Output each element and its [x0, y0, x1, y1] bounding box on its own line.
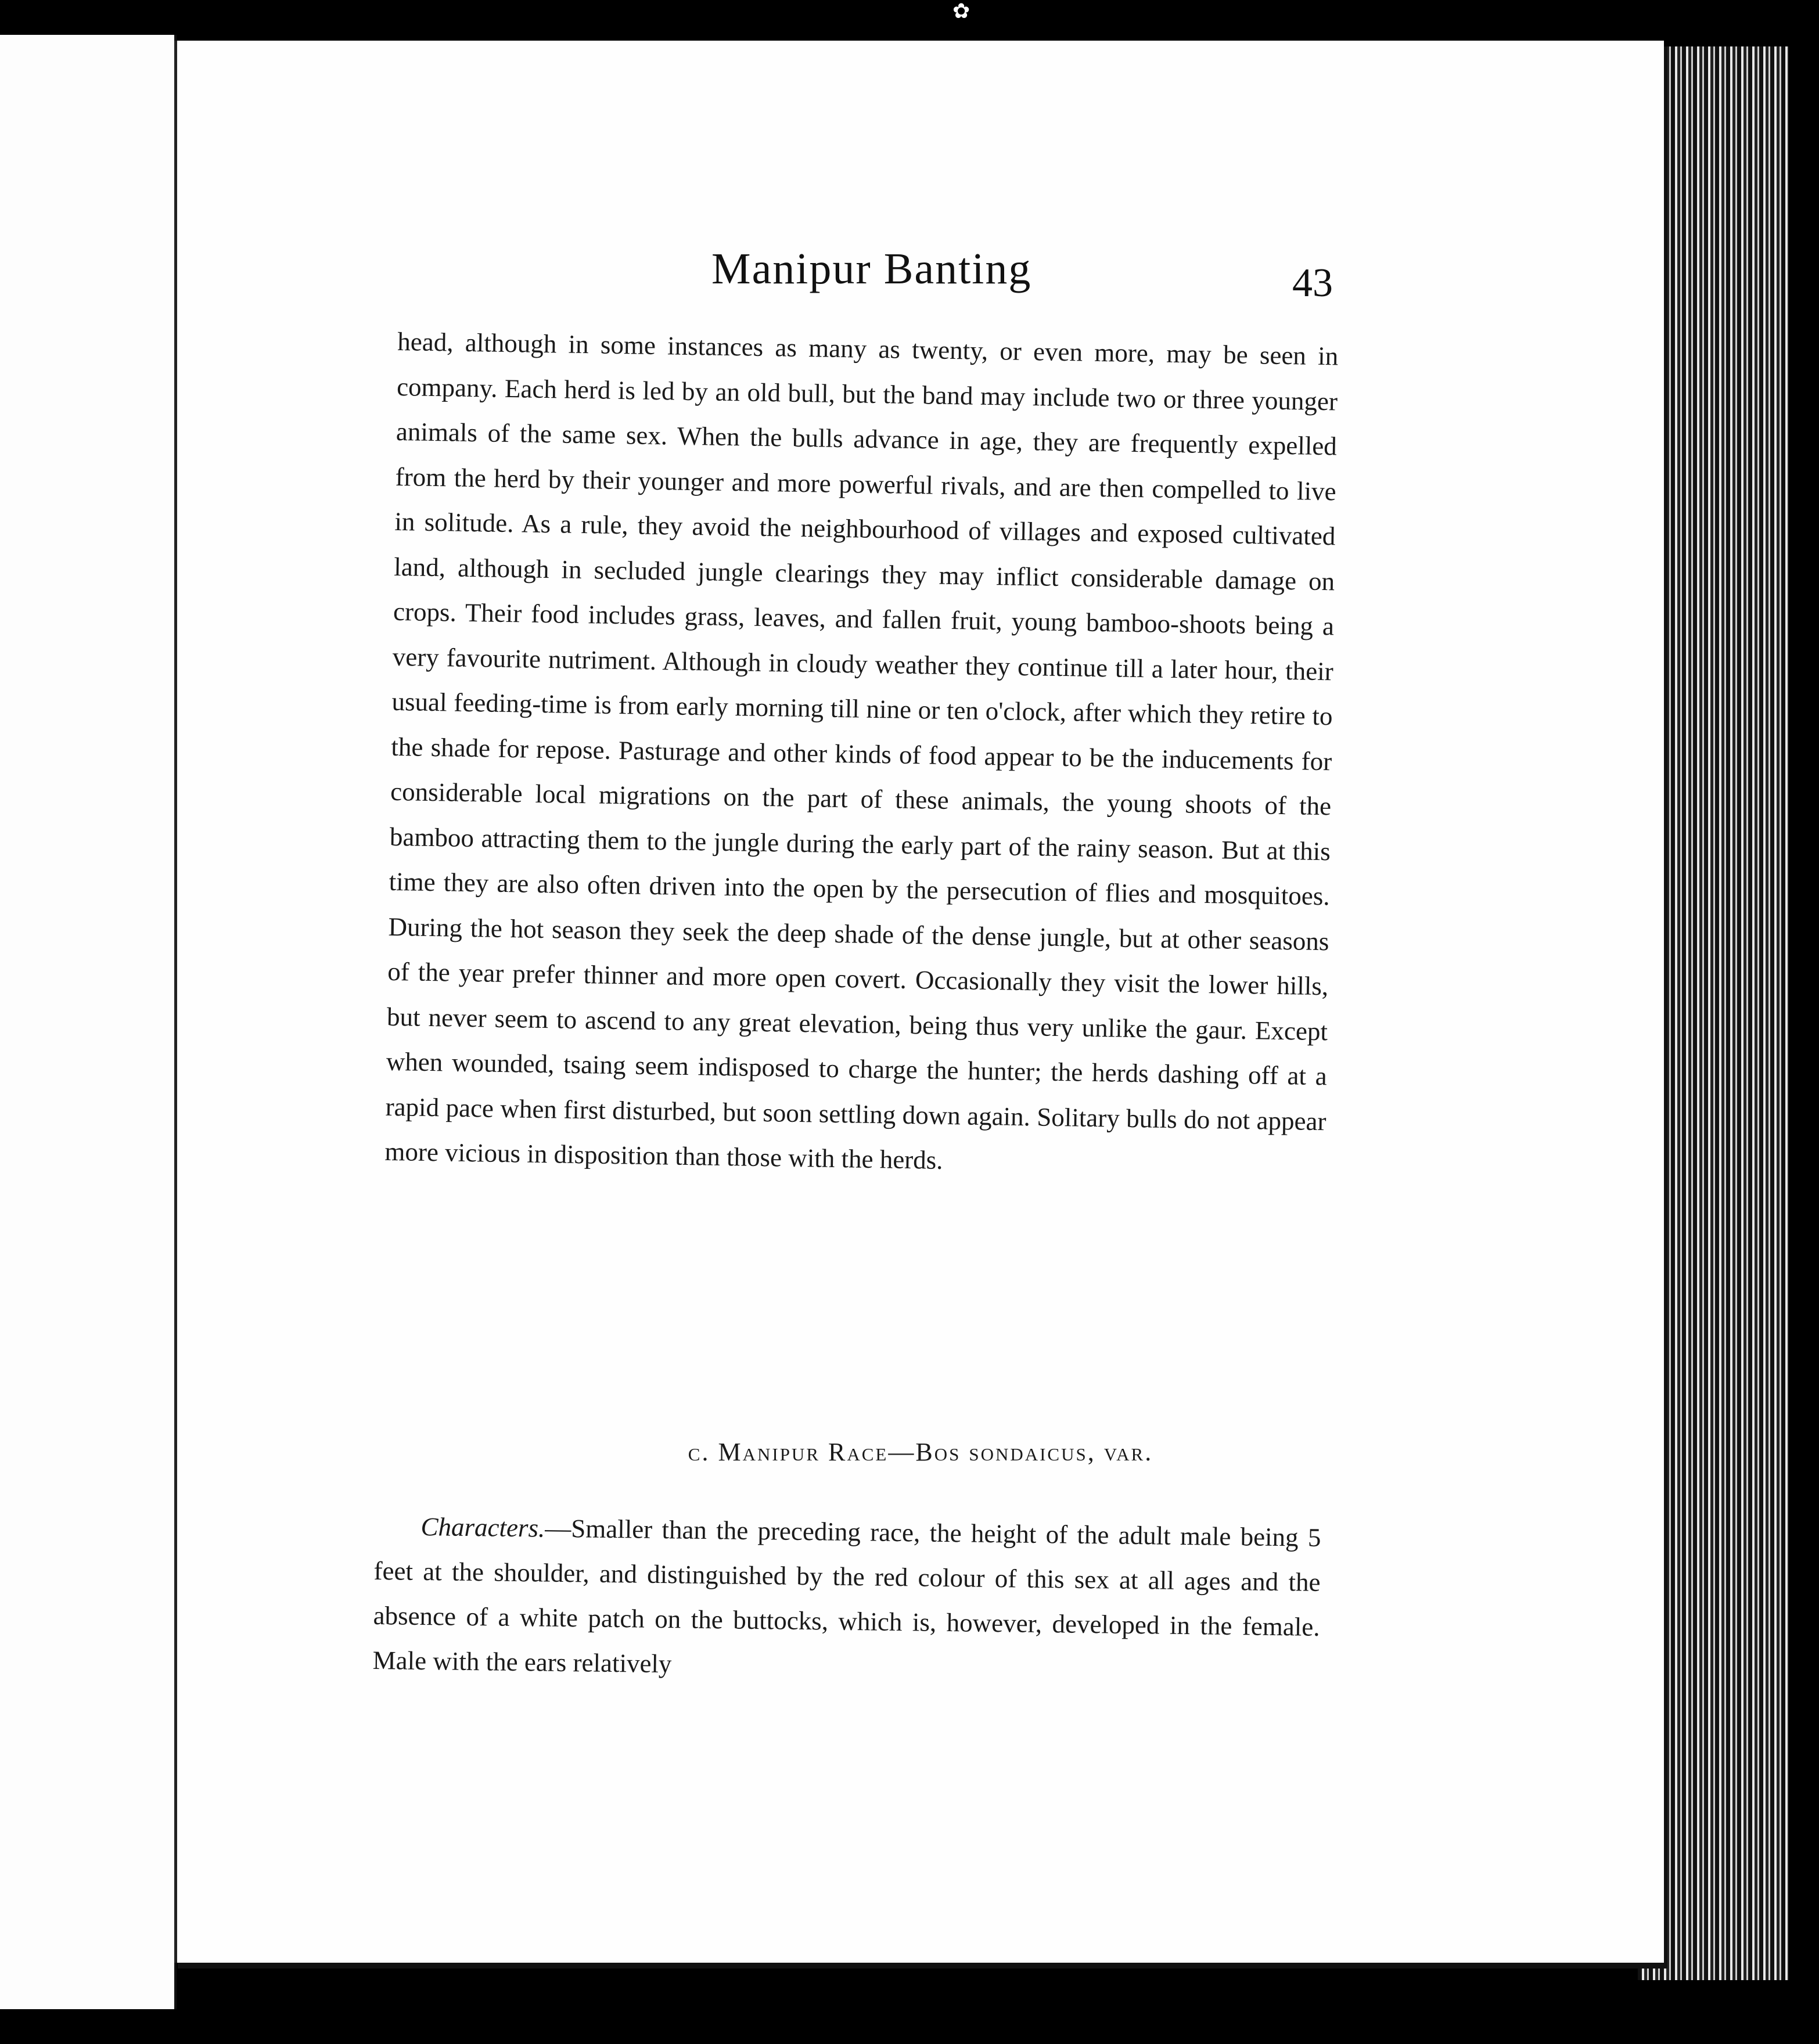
book-page — [174, 41, 1664, 1963]
scan-mark-icon: ✿ — [952, 0, 970, 23]
left-facing-page-edge — [0, 35, 177, 2009]
page-header — [177, 215, 1664, 305]
page-number: 43 — [1292, 261, 1333, 305]
characters-label: Characters. — [420, 1512, 545, 1543]
characters-text: —Smaller than the preceding race, the height of the adult male being 5 feet at the shoulder, and distinguished by the red colour of this sex at all ages and the absence of a white patch on the buttocks, which is, however, developed in the female. Male with the ears relatively — [372, 1513, 1321, 1679]
body-paragraph: head, although in some instances as many as twenty, or even more, may be seen in company. Each herd is led by an old bull, but the band may include two or three younger animals of the same sex. When the bulls advance in age, they are frequently expelled from the herd by their younger and more powerful rivals, and are then compelled to live in solitude. As a rule, they avoid the neighbourhood of villages and exposed cultivated land, although in secluded jungle clearings they may inflict considerable damage on crops. Their food includes grass, leaves, and fallen fruit, young bamboo-shoots being a very favourite nutriment. Although in cloudy weather they continue till a later hour, their usual feeding-time is from early morning till nine or ten o'clock, after which they retire to the shade for repose. Pasturage and other kinds of food appear to be the inducements for considerable local migrations on the part of these animals, the young shoots of the bamboo attracting them to the jungle during the early part of the rainy season. But at this time they are also often driven into the open by the persecution of flies and mosquitoes. During the hot season they seek the deep shade of the dense jungle, but at other seasons of the year prefer thinner and more open covert. Occasionally they visit the lower hills, but never seem to ascend to any great elevation, being thus very unlike the gaur. Except when wounded, tsaing seem indisposed to charge the hunter; the herds dashing off at a rapid pace when first disturbed, but soon settling down again. Solitary bulls do not appear more vicious in disposition than those with the herds. — [384, 326, 1339, 1175]
running-head: Manipur Banting — [711, 244, 1032, 293]
characters-paragraph — [372, 1504, 1321, 1694]
section-heading: c. Manipur Race—Bos sondaicus, var. — [688, 1438, 1153, 1466]
